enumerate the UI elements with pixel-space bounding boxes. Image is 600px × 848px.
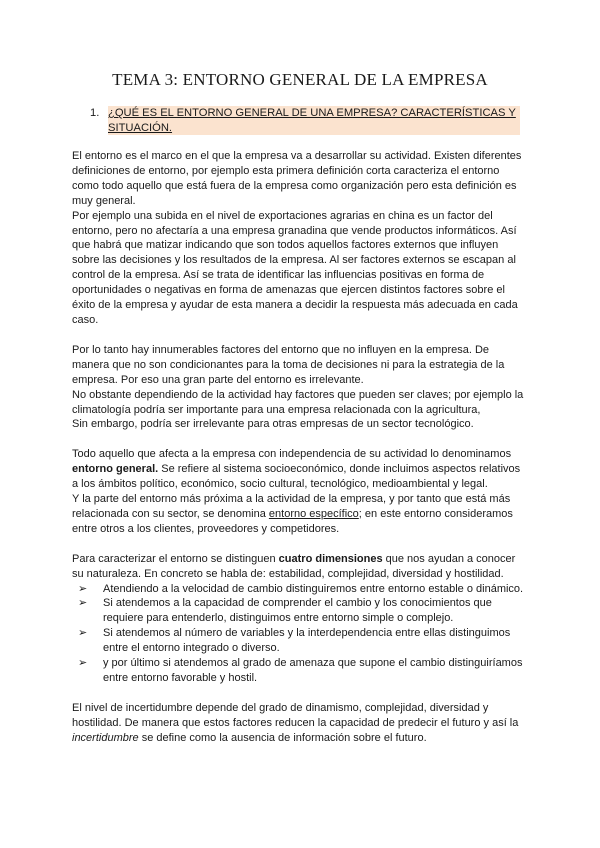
paragraph-definition: El entorno es el marco en el que la empresa va a desarrollar su actividad. Existen diferentes definiciones de entorno, por ejemplo esta primera definición corta caracteriza el entorno como todo aquello que está fuera de la empresa como organización pero esta definición es muy general.: [72, 150, 522, 207]
document-body: [72, 149, 528, 746]
paragraph-specific-environment: Y la parte del entorno más próxima a la actividad de la empresa, y por tanto que está más relacionada con su sector, se denomina entorno específico; en este entorno consideramos entre otros a los clientes, proveedores y competidores.: [72, 493, 513, 535]
paragraph-dimensions-intro: Para caracterizar el entorno se distinguen cuatro dimensiones que nos ayudan a conocer su naturaleza. En concreto se habla de: estabilidad, complejidad, diversidad y hostilidad.: [72, 552, 516, 580]
page-title: TEMA 3: ENTORNO GENERAL DE LA EMPRESA: [112, 70, 488, 89]
paragraph-key-factors: No obstante dependiendo de la actividad hay factores que pueden ser claves; por ejemplo la climatología podría ser importante para una empresa relacionada con la agricultura,: [72, 388, 524, 416]
list-item: ➢ Si atendemos a la capacidad de comprender el cambio y los conocimientos que requiere para entenderlo, distinguimos entre entorno simple o complejo.: [78, 597, 492, 625]
term-cuatro-dimensiones: cuatro dimensiones: [278, 552, 383, 565]
section-heading: [90, 106, 520, 135]
paragraph-tech-sector: Sin embargo, podría ser irrelevante para otras empresas de un sector tecnológico.: [72, 418, 474, 431]
section-number: 1.: [90, 107, 100, 119]
arrow-bullet-icon: ➢: [78, 597, 88, 610]
paragraph-uncertainty: El nivel de incertidumbre depende del grado de dinamismo, complejidad, diversidad y hostilidad. De manera que estos factores reducen la capacidad de predecir el futuro y así la incertidumbre se define como la ausencia de información sobre el futuro.: [72, 701, 519, 744]
paragraph-example: Por ejemplo una subida en el nivel de exportaciones agrarias en china es un factor del entorno, pero no afectaría a una empresa granadina que vende productos informáticos. Así que habrá que matizar indicando que son todos aquellos factores externos que influyen sobre las decisiones y los resultados de la empresa. Al ser factores externos se escapan al control de la empresa. Así se trata de identificar las influencias positivas en forma de oportunidades o negativas en forma de amenazas que ejercen distintos factores sobre el éxito de la empresa y ayudar de esta manera a decidir la respuesta más adecuada en cada caso.: [72, 209, 518, 326]
term-incertidumbre: incertidumbre: [72, 731, 139, 744]
arrow-bullet-icon: ➢: [78, 627, 88, 640]
paragraph-general-environment: Todo aquello que afecta a la empresa con independencia de su actividad lo denominamos entorno general. Se refiere al sistema socioeconómico, donde incluimos aspectos relativos a los ámbitos político, económico, socio cultural, tecnológico, medioambiental y legal.: [72, 448, 521, 491]
list-item: ➢ Atendiendo a la velocidad de cambio distinguiremos entre entorno estable o dinámico.: [78, 582, 524, 595]
term-entorno-especifico: entorno específico: [268, 507, 359, 520]
arrow-bullet-icon: ➢: [78, 657, 88, 670]
paragraph-irrelevant: Por lo tanto hay innumerables factores del entorno que no influyen en la empresa. De manera que no son condicionantes para la toma de decisiones ni para la estrategia de la empresa. Por eso una gran parte del entorno es irrelevante.: [72, 343, 505, 386]
dimensions-list: [72, 582, 528, 686]
list-item: ➢ y por último si atendemos al grado de amenaza que supone el cambio distinguiríamos entre entorno favorable y hostil.: [78, 657, 523, 684]
section-heading-text: ¿QUÉ ES EL ENTORNO GENERAL DE UNA EMPRESA? CARACTERÍSTICAS Y SITUACIÓN.: [108, 106, 520, 135]
term-entorno-general: entorno general.: [72, 463, 159, 476]
arrow-bullet-icon: ➢: [78, 582, 88, 595]
list-item: ➢ Si atendemos al número de variables y la interdependencia entre ellas distinguimos entre el entorno integrado o diverso.: [78, 627, 511, 655]
